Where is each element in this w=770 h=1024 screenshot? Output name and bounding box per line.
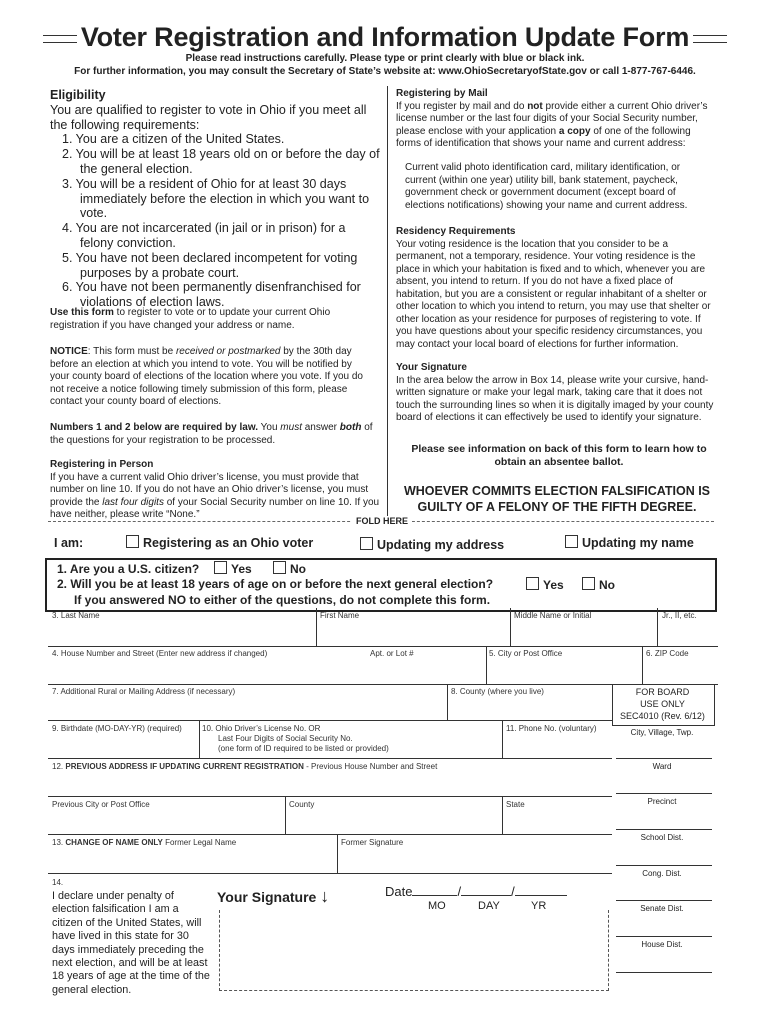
checkbox-register[interactable] (126, 535, 139, 548)
form-title (0, 22, 770, 53)
date-row[interactable] (385, 884, 567, 899)
middle-name-field[interactable]: Middle Name or Initial (514, 611, 592, 620)
board-precinct: Precinct (647, 797, 677, 806)
col-divider (502, 796, 503, 834)
col-divider (447, 684, 448, 720)
board-title-2: USE ONLY (640, 699, 685, 709)
house-street-field[interactable]: 4. House Number and Street (Enter new address if changed) (52, 649, 268, 658)
col-divider (657, 608, 658, 646)
suffix-field[interactable]: Jr., II, etc. (662, 611, 697, 620)
form-title-text: Voter Registration and Information Update Form (80, 22, 690, 52)
date-day-label: DAY (478, 900, 500, 912)
citizen-no[interactable] (273, 561, 306, 576)
mail-heading: Registering by Mail (396, 88, 488, 99)
row-divider (48, 834, 612, 835)
required-paragraph (50, 422, 384, 447)
col-divider (642, 646, 643, 684)
former-signature-field[interactable]: Former Signature (341, 838, 404, 847)
first-name-field[interactable]: First Name (320, 611, 360, 620)
i-am-label: I am: (54, 536, 84, 550)
in-person-emphasis: last four digits (102, 496, 164, 508)
use-form-paragraph (50, 307, 370, 332)
previous-city-field[interactable]: Previous City or Post Office (52, 800, 150, 809)
option-update-address-label: Updating my address (377, 538, 505, 552)
notice-text: by the 30th day before an election at which you intend to vote. You will be notified by your county board of elections of the location where you vote. If you do not receive a notice following timely submission of this form, please contact your county board of elections. (50, 346, 363, 407)
board-ward: Ward (652, 762, 672, 771)
eligibility-section (50, 88, 382, 310)
eligibility-item: 3. You will be a resident of Ohio for at least 30 days immediately before the election in which you want to vote. (62, 176, 370, 221)
previous-county-field[interactable]: County (289, 800, 315, 809)
age-no-label: No (599, 578, 615, 592)
board-city: City, Village, Twp. (630, 728, 694, 737)
in-person-section (50, 459, 380, 522)
eligibility-list (50, 132, 382, 310)
previous-address-bold: PREVIOUS ADDRESS IF UPDATING CURRENT REGISTRATION (65, 762, 304, 771)
citizen-yes-label: Yes (231, 562, 252, 576)
date-year-line[interactable] (515, 895, 567, 896)
required-both: both (339, 422, 362, 433)
county-field[interactable]: 8. County (where you live) (451, 687, 544, 696)
board-divider (616, 865, 712, 866)
board-code: SEC4010 (Rev. 6/12) (620, 711, 705, 721)
checkbox-citizen-no[interactable] (273, 561, 286, 574)
row-divider (48, 720, 612, 721)
eligibility-item: 5. You have not been declared incompetent for voting purposes by a probate court. (62, 250, 358, 280)
notice-emphasis: received or postmarked (175, 346, 281, 357)
notice-text: : This form must be (87, 346, 176, 357)
checkbox-citizen-yes[interactable] (214, 561, 227, 574)
license-field-line3: (one form of ID required to be listed or provided) (218, 744, 389, 753)
board-school: School Dist. (640, 833, 684, 842)
license-field-line2: Last Four Digits of Social Security No. (218, 734, 353, 743)
in-person-text-part: If you have a current valid Ohio driver’s license, you must provide that number on line 10. If you do not have an Ohio driver’s license, you must provide the (50, 471, 369, 508)
required-text: answer (301, 422, 340, 433)
mail-text-part: If you register by mail and do (396, 100, 528, 112)
checkbox-update-address[interactable] (360, 537, 373, 550)
questions-note: If you answered NO to either of the questions, do not complete this form. (74, 593, 491, 607)
board-cong: Cong. Dist. (642, 869, 682, 878)
eligibility-item: 4. You are not incarcerated (in jail or in prison) for a felony conviction. (62, 221, 346, 250)
mail-copy: a copy (558, 125, 591, 137)
previous-address-rest: - Previous House Number and Street (303, 762, 438, 771)
declaration-text: I declare under penalty of election falsification I am a citizen of the United States, will have lived in this state for 30 days immediately preceding the next election, and will be at least 18 years of age at the time of the general election. (52, 890, 210, 996)
board-divider (616, 936, 712, 937)
board-divider (616, 829, 712, 830)
apt-field[interactable]: Apt. or Lot # (370, 649, 414, 658)
notice-lead: NOTICE (50, 346, 88, 357)
former-name-number: 13. (52, 838, 64, 847)
box-14-label: 14. (52, 878, 64, 887)
eligibility-intro: You are qualified to register to vote in Ohio if you meet all the following requirements: (50, 102, 367, 132)
residency-text: Your voting residence is the location that you consider to be a permanent, not a temporary, residence. Your voting residence is the place in which your habitation is fixed and to which, whenever you are absent, you intend to return. If you do not have a fixed place of habitation, but you are a consistent or regular inhabitant of a shelter or other location to which you intend to return, you may use that shelter or other location as your residence for purposes of registering to vote. If you have questions about your specific residency circumstances, you may contact your local board of elections for further information. (396, 238, 711, 350)
id-list: Current valid photo identification card, military identification, or current (within one year) utility bill, bank statement, paycheck, government check or government document (except board of elections notifications) showing your name and current address. (405, 162, 688, 211)
citizen-yes[interactable] (214, 561, 252, 576)
board-divider (616, 900, 712, 901)
date-yr-label: YR (531, 900, 547, 912)
board-title-1: FOR BOARD (635, 687, 690, 697)
further-info-line: For further information, you may consult the Secretary of State’s website at: www.OhioSecretaryofState.gov or call 1-877-767-6446. (74, 66, 696, 77)
city-field[interactable]: 5. City or Post Office (489, 649, 563, 658)
former-name-field[interactable] (52, 838, 236, 847)
eligibility-item: 2. You will be at least 18 years old on or before the day of the general election. (62, 147, 380, 176)
previous-address-number: 12. (52, 762, 64, 771)
residency-heading: Residency Requirements (396, 226, 516, 237)
signature-info-heading: Your Signature (396, 362, 467, 373)
absentee-note: Please see information on back of this form to learn how to obtain an absentee ballot. (411, 443, 707, 468)
row-divider (48, 646, 718, 647)
option-update-address[interactable] (360, 537, 504, 552)
col-divider (316, 608, 317, 646)
in-person-text (50, 472, 380, 522)
title-rule-left (43, 35, 77, 43)
option-update-name[interactable] (565, 535, 694, 550)
date-label: Date (385, 884, 413, 899)
age-yes-label: Yes (543, 578, 564, 592)
question-age: 2. Will you be at least 18 years of age on or before the next general election? (57, 577, 494, 591)
required-lead: Numbers 1 and 2 below are required by law. (50, 422, 259, 433)
option-update-name-label: Updating my name (582, 536, 694, 550)
notice-paragraph (50, 346, 372, 409)
signature-info-section (396, 362, 718, 425)
phone-field[interactable]: 11. Phone No. (voluntary) (506, 724, 597, 733)
zip-field[interactable]: 6. ZIP Code (646, 649, 689, 658)
checkbox-age-no[interactable] (582, 577, 595, 590)
eligibility-item: 6. You have not been permanently disenfranchised for violations of election laws. (62, 280, 361, 310)
mail-text-part: provide either a current Ohio driver’s license number or the last four digits of your Social Security number, please enclose with your application (396, 100, 708, 137)
eligibility-heading: Eligibility (50, 88, 106, 102)
former-name-bold: CHANGE OF NAME ONLY (65, 838, 163, 847)
row-divider (48, 796, 612, 797)
col-divider (285, 796, 286, 834)
your-signature-label (217, 886, 329, 907)
falsification-warning: WHOEVER COMMITS ELECTION FALSIFICATION IS GUILTY OF A FELONY OF THE FIFTH DEGREE. (403, 484, 711, 514)
mail-text (396, 101, 716, 151)
age-no[interactable] (582, 577, 615, 592)
citizen-no-label: No (290, 562, 306, 576)
question-citizen: 1. Are you a U.S. citizen? (57, 562, 200, 576)
checkbox-update-name[interactable] (565, 535, 578, 548)
signature-info-text: In the area below the arrow in Box 14, please write your cursive, hand-written signature or make your legal mark, taking care that it does not touch the surrounding lines so when it is digitally imaged by your county board of elections it can effectively be used to identify your signature. (396, 374, 714, 423)
date-day-line[interactable] (461, 895, 511, 896)
required-emphasis: must (280, 422, 302, 433)
last-name-field[interactable]: 3. Last Name (52, 611, 100, 620)
row-divider (48, 758, 612, 759)
option-register-label: Registering as an Ohio voter (143, 536, 314, 550)
your-signature-text: Your Signature (217, 889, 317, 905)
signature-box[interactable] (219, 910, 609, 991)
mail-text-part: of one of the following forms of identification that shows your name and current address: (396, 125, 691, 149)
board-divider (616, 793, 712, 794)
col-divider (337, 834, 338, 873)
date-month-line[interactable] (412, 895, 457, 896)
mail-section (396, 88, 716, 151)
required-text: You (258, 422, 281, 433)
in-person-heading: Registering in Person (50, 459, 154, 470)
in-person-text-part: of your Social Security number on line 10. If you have neither, please write “None.” (50, 496, 380, 520)
date-separator: / (511, 884, 515, 899)
date-separator: / (457, 884, 462, 899)
board-divider (616, 972, 712, 973)
option-register[interactable] (126, 535, 313, 550)
board-senate: Senate Dist. (640, 904, 684, 913)
use-form-text: to register to vote or to update your current Ohio registration if you have changed your address or name. (50, 307, 331, 331)
previous-state-field[interactable]: State (506, 800, 525, 809)
col-divider (486, 646, 487, 684)
age-yes[interactable] (526, 577, 564, 592)
required-text: of the questions for your registration to be processed. (50, 422, 373, 446)
date-mo-label: MO (428, 900, 446, 912)
former-name-rest: Former Legal Name (162, 838, 237, 847)
residency-section (396, 226, 718, 351)
board-use-header (612, 686, 713, 722)
previous-address-field[interactable] (52, 762, 437, 771)
fold-label: FOLD HERE (352, 516, 412, 526)
title-rule-right (693, 35, 727, 43)
row-divider (48, 873, 612, 874)
col-divider (502, 720, 503, 758)
use-form-lead: Use this form (50, 307, 114, 318)
column-divider (387, 86, 388, 520)
checkbox-age-yes[interactable] (526, 577, 539, 590)
col-divider (510, 608, 511, 646)
col-divider (199, 720, 200, 758)
mail-not: not (527, 100, 543, 112)
license-field[interactable]: 10. Ohio Driver’s License No. OR (202, 724, 321, 733)
board-house: House Dist. (641, 940, 683, 949)
arrow-down-icon: ↓ (320, 886, 330, 906)
instructions-line: Please read instructions carefully. Please type or print clearly with blue or black ink. (185, 53, 585, 64)
birthdate-field[interactable]: 9. Birthdate (MO-DAY-YR) (required) (52, 724, 182, 733)
board-divider (616, 758, 712, 759)
eligibility-item: 1. You are a citizen of the United States. (62, 132, 285, 147)
rural-address-field[interactable]: 7. Additional Rural or Mailing Address (if necessary) (52, 687, 236, 696)
